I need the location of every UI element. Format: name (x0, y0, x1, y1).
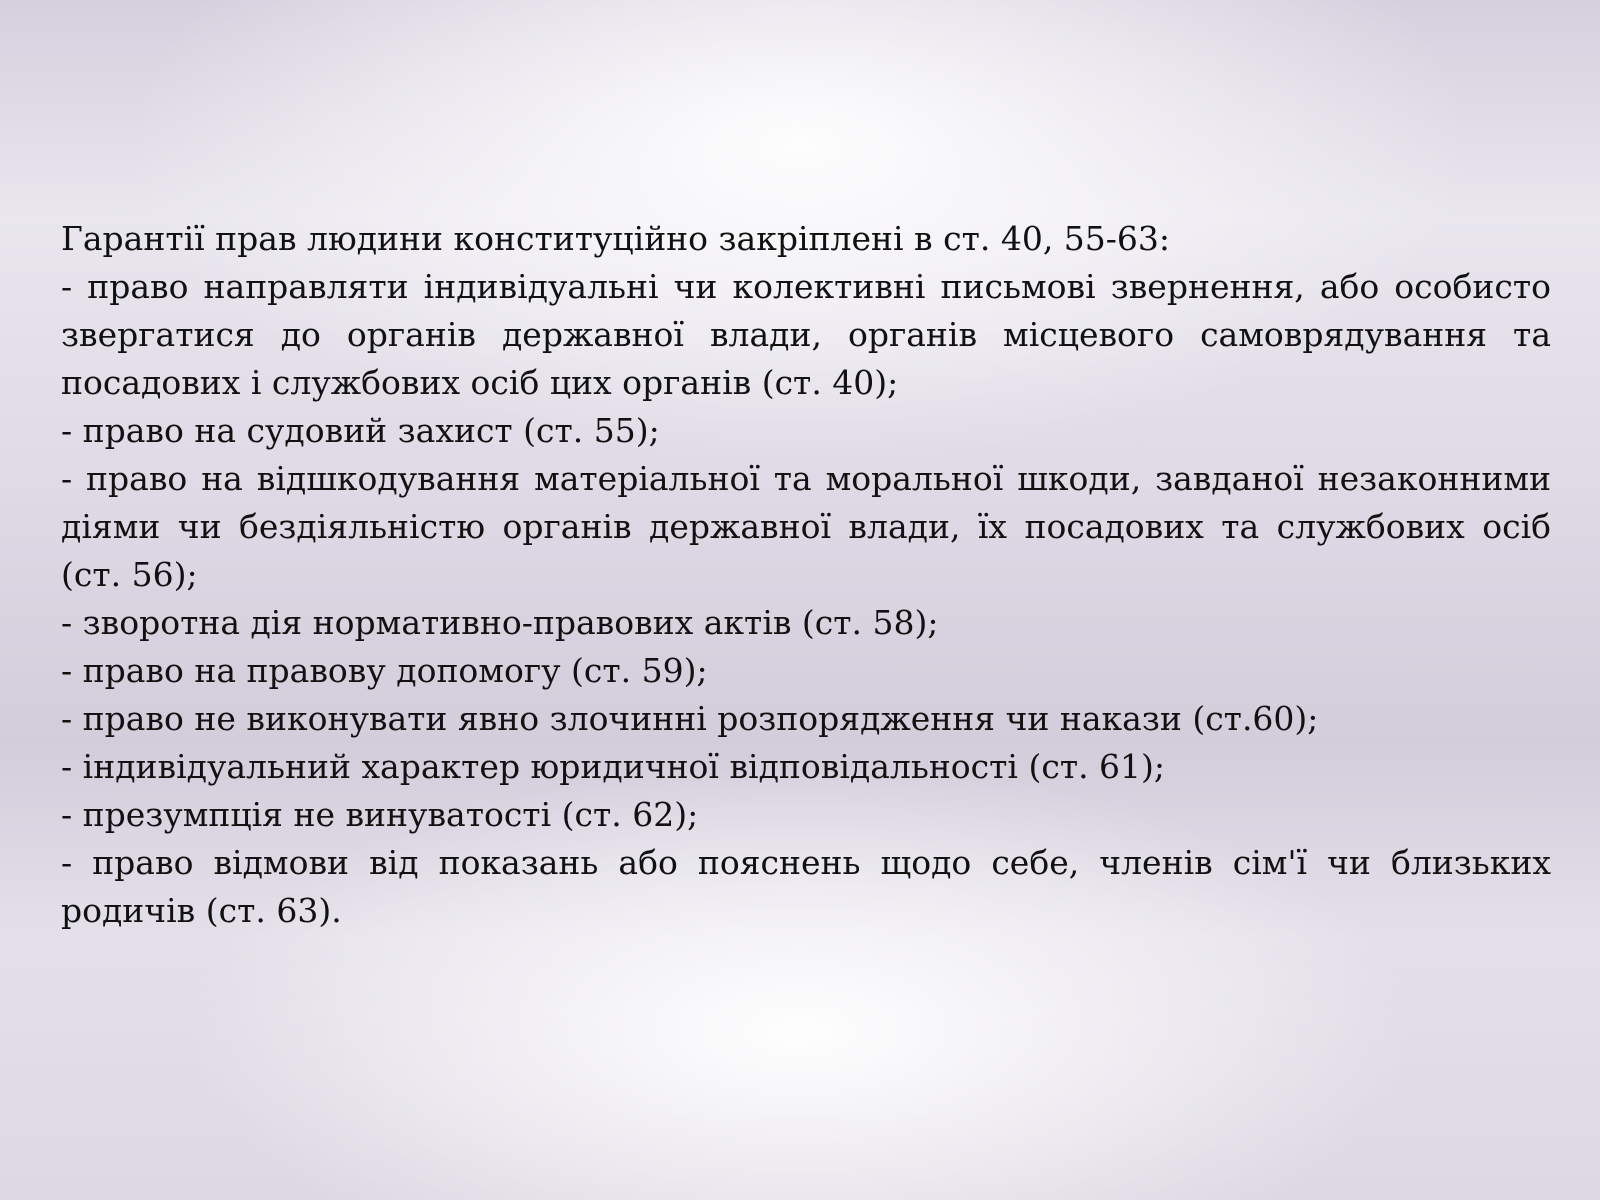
slide-text-body (61, 215, 1551, 935)
intro-text: Гарантії прав людини конституційно закріплені в ст. 40, 55-63: (61, 219, 1171, 258)
list-item: - зворотна дія нормативно-правових актів (ст. 58); (61, 603, 939, 642)
list-item: - право на судовий захист (ст. 55); (61, 411, 660, 450)
list-item: - право відмови від показань або пояснень щодо себе, членів сім'ї чи близьких родичів (ст. 63). (61, 843, 1551, 930)
list-item: - право направляти індивідуальні чи колективні письмові звернення, або особисто звергатися до органів державної влади, органів місцевого самоврядування та посадових і службових осіб цих органів (ст. 40); (61, 267, 1551, 402)
list-item: - право не виконувати явно злочинні розпорядження чи накази (ст.60); (61, 699, 1319, 738)
list-item: - право на відшкодування матеріальної та моральної шкоди, завданої незаконними діями чи бездіяльністю органів державної влади, їх посадових та службових осіб (ст. 56); (61, 459, 1551, 594)
list-item: - індивідуальний характер юридичної відповідальності (ст. 61); (61, 747, 1166, 786)
list-item: - презумпція не винуватості (ст. 62); (61, 795, 699, 834)
list-item: - право на правову допомогу (ст. 59); (61, 651, 708, 690)
